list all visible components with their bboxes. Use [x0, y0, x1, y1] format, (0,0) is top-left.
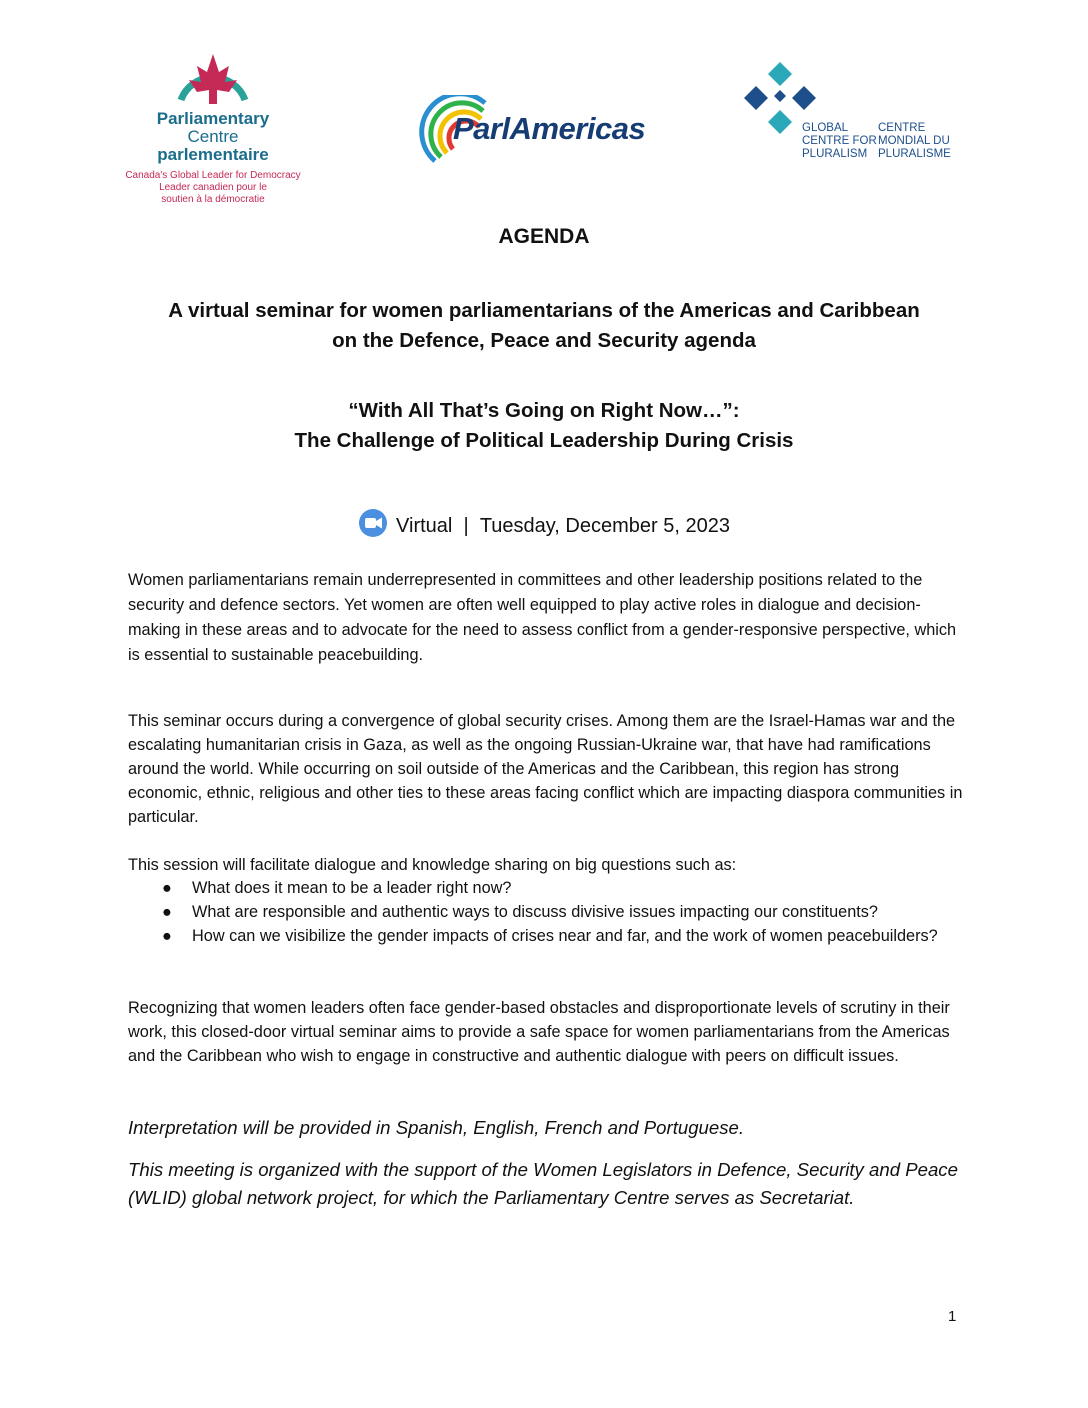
bullet-text: How can we visibilize the gender impacts of crises near and far, and the work of women peacebuilders?: [192, 927, 938, 945]
purpose-paragraph: Recognizing that women leaders often face gender-based obstacles and disproportionate levels of scrutiny in their work, this closed-door virtual seminar aims to provide a safe space for women parliamentarians from the Americas and the Caribbean who wish to engage in constructive and authentic dialogue with peers on difficult issues.: [128, 999, 950, 1065]
title-line1: “With All That’s Going on Right Now…”:: [348, 399, 740, 422]
parlamericas-logo: [415, 95, 680, 170]
pc-name-line3: parlementaire: [157, 145, 269, 164]
seminar-subtitle: [0, 296, 1088, 356]
gcp-en-line2: CENTRE FOR: [802, 135, 877, 147]
event-mode: Virtual: [396, 515, 453, 537]
global-centre-pluralism-logo: [742, 60, 972, 170]
pc-name-line2: Centre: [187, 127, 239, 146]
gcp-fr-line1: CENTRE: [878, 122, 926, 134]
pc-tagline-en: Canada's Global Leader for Democracy: [125, 170, 301, 181]
agenda-heading: AGENDA: [498, 225, 590, 248]
support-note: This meeting is organized with the support of the Women Legislators in Defence, Security and Peace (WLID) global network project, for which the Parliamentary Centre serves as Secretariat.: [128, 1159, 958, 1208]
subtitle-line2: on the Defence, Peace and Security agenda: [332, 329, 756, 352]
parliamentary-centre-logo: [118, 48, 308, 218]
intro-paragraph: Women parliamentarians remain underrepresented in committees and other leadership positions related to the security and defence sectors. Yet women are often well equipped to play active roles in dialogue and decision-making in these areas and to advocate for the need to assess conflict from a gender-responsive perspective, which is essential to sustainable peacebuilding.: [128, 571, 957, 664]
seminar-title: [0, 396, 1088, 456]
bullet-text: What does it mean to be a leader right now?: [192, 879, 512, 897]
gcp-fr-line2: MONDIAL DU: [878, 135, 950, 147]
list-item: [160, 876, 960, 900]
pc-tagline-fr: Leader canadien pour le soutien à la démocratie: [159, 182, 267, 205]
event-date: Tuesday, December 5, 2023: [479, 515, 730, 537]
pc-name-line1: Parliamentary: [156, 109, 270, 128]
questions-intro: This session will facilitate dialogue and knowledge sharing on big questions such as:: [128, 856, 737, 874]
parlamericas-wordmark: ParlAmericas: [453, 111, 646, 146]
bullet-icon: ●: [162, 903, 172, 921]
context-paragraph: This seminar occurs during a convergence of global security crises. Among them are the Israel-Hamas war and the escalating humanitarian crisis in Gaza, as well as the ongoing Russian-Ukraine war, that have had ramifications around the world. While occurring on soil outside of the Americas and the Caribbean, this region has strong economic, ethnic, religious and other ties to these areas facing conflict which are impacting diaspora communities in particular.: [128, 712, 963, 826]
bullet-icon: ●: [162, 879, 172, 897]
gcp-en-line1: GLOBAL: [802, 122, 849, 134]
list-item: [160, 900, 960, 924]
title-line2: The Challenge of Political Leadership During Crisis: [294, 429, 794, 452]
maple-leaf-icon: [163, 48, 263, 110]
interpretation-note: Interpretation will be provided in Spanish, English, French and Portuguese.: [128, 1117, 745, 1138]
event-meta: [0, 508, 1088, 544]
bullet-icon: ●: [162, 927, 172, 945]
video-camera-icon: [358, 508, 388, 544]
gcp-en-line3: PLURALISM: [802, 148, 868, 160]
page-number: 1: [948, 1308, 957, 1325]
subtitle-line1: A virtual seminar for women parliamentarians of the Americas and Caribbean: [168, 299, 920, 322]
gcp-fr-line3: PLURALISME: [878, 148, 951, 160]
list-item: [160, 924, 960, 948]
meta-separator: |: [463, 515, 469, 537]
questions-list: [160, 876, 960, 948]
bullet-text: What are responsible and authentic ways to discuss divisive issues impacting our constituents?: [192, 903, 878, 921]
